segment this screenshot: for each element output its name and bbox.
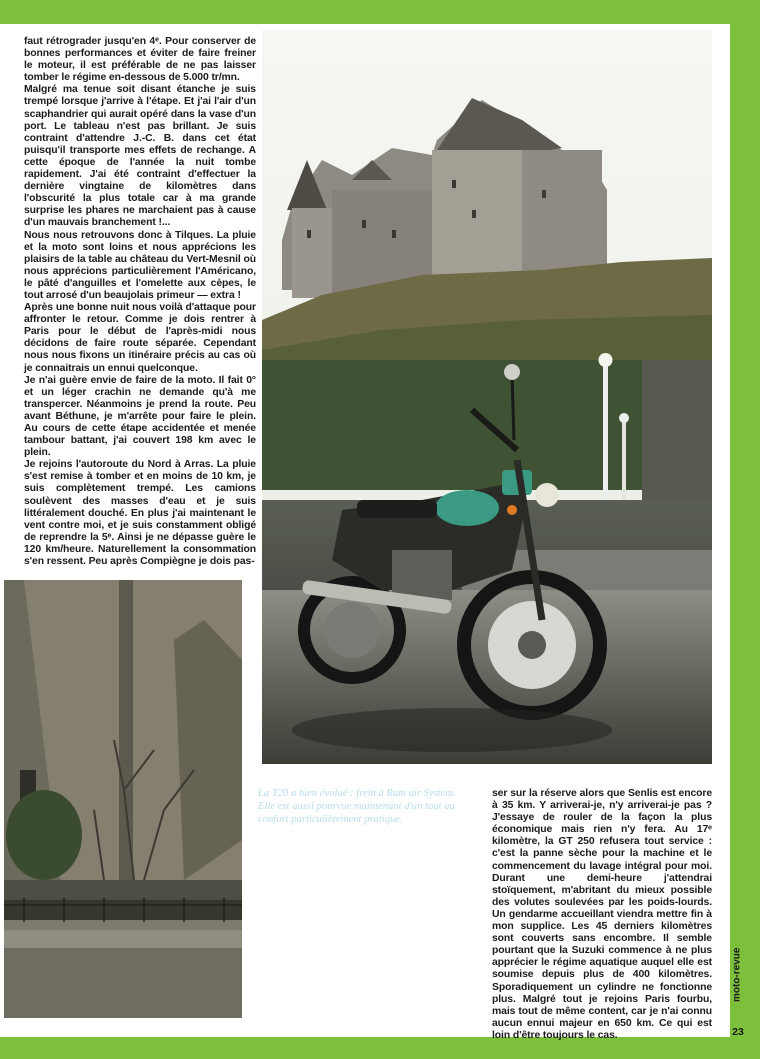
magazine-brand: moto-revue <box>731 947 743 1003</box>
wall-photo <box>4 580 242 1018</box>
paragraph: Nous nous retrouvons donc à Tilques. La pluie et la moto sont loins et nous apprécions les plaisirs de la table au château du Vert-Mesnil où nous apprécions particulièrement l'Américano, le pâté d'anguilles et l'omelette aux cèpes, le tout arrosé d'un beaujolais primeur — extra ! <box>24 229 256 301</box>
page-number: 23 <box>732 1026 744 1038</box>
right-article-column <box>492 788 712 1042</box>
photo-caption: La T20 a bien évolué : frein à Ram air System. Elle est aussi pourvue maintenant d'un tout au confort particulièrement pratique. <box>258 788 456 825</box>
paragraph: Je rejoins l'autoroute du Nord à Arras. La pluie s'est remise à tomber et en moins de 10 km, je suis complètement trempé. Les camions soulèvent des masses d'eau et je suis littéralement douché. En plus j'ai maintenant le vent contre moi, et je suis constamment obligé de reprendre la 5ᵉ. Ainsi je ne dépasse guère le 120 km/heure. Naturellement la consommation s'en ressent. Peu après Compiègne je dois pas- <box>24 459 256 568</box>
right-green-band <box>730 0 760 1059</box>
paragraph: faut rétrograder jusqu'en 4ᵉ. Pour conserver de bonnes performances et éviter de faire freiner le moteur, il est préférable de ne pas laisser tomber le régime en-dessous de 5.000 tr/mn. <box>24 36 256 84</box>
paragraph: Malgré ma tenue soit disant étanche je suis trempé lorsque j'arrive à l'étape. Et j'ai l'air d'un scaphandrier qui aurait opéré dans la vase d'un port. Le tableau n'est pas brillant. Je suis contraint d'attendre J.-C. B. dans cet état puisqu'il transporte mes effets de rechange. A cette époque de l'année la nuit tombe rapidement. J'ai été contraint d'effectuer la dernière vingtaine de kilomètres dans l'obscurité la plus totale car à ma grande surprise les phares ne marchaient pas à cause d'un mauvais branchement !... <box>24 84 256 229</box>
castle-motorcycle-photo <box>262 30 712 764</box>
paragraph: Après une bonne nuit nous voilà d'attaque pour affronter le retour. Comme je dois rentrer à Paris pour le début de l'après-midi nous décidons de faire route séparée. Cependant nous nous fixons un itinéraire précis au cas où je connaitrais un ennui quelconque. <box>24 302 256 374</box>
top-green-band <box>0 0 760 24</box>
paragraph: ser sur la réserve alors que Senlis est encore à 35 km. Y arriverai-je, n'y arriverai-je pas ? J'essaye de rouler de la façon la plus économique mais rien n'y fera. Au 17ᵉ kilomètre, la GT 250 refusera tout service : c'est la panne sèche pour la machine et le commencement du lavage intégral pour moi. Durant une demi-heure j'attendrai stoïquement, m'abritant du mieux possible des volutes soulevées par les poids-lourds. Un gendarme accueillant viendra mettre fin à mon supplice. Les 45 derniers kilomètres sont couverts sans encombre. Il semble pourtant que la Suzuki commence à ne plus apprécier le régime aquatique auquel elle est soumise depuis plus de 400 kilomètres. Sporadiquement un cylindre ne fonctionne plus. Malgré tout je rejoins Paris fourbu, mais tout de même content, car je n'ai connu aucun ennui majeur en 650 km. Ce qui est loin d'être toujours le cas. <box>492 788 712 1041</box>
paragraph: Je n'ai guère envie de faire de la moto. Il fait 0° et un léger crachin ne demande qu'à me transpercer. Néanmoins je prend la route. Peu avant Béthune, je m'arrête pour faire le plein. Au cours de cette étape accidentée et menée tambour battant, j'ai couvert 198 km avec le plein. <box>24 374 256 459</box>
left-article-column <box>24 36 256 568</box>
